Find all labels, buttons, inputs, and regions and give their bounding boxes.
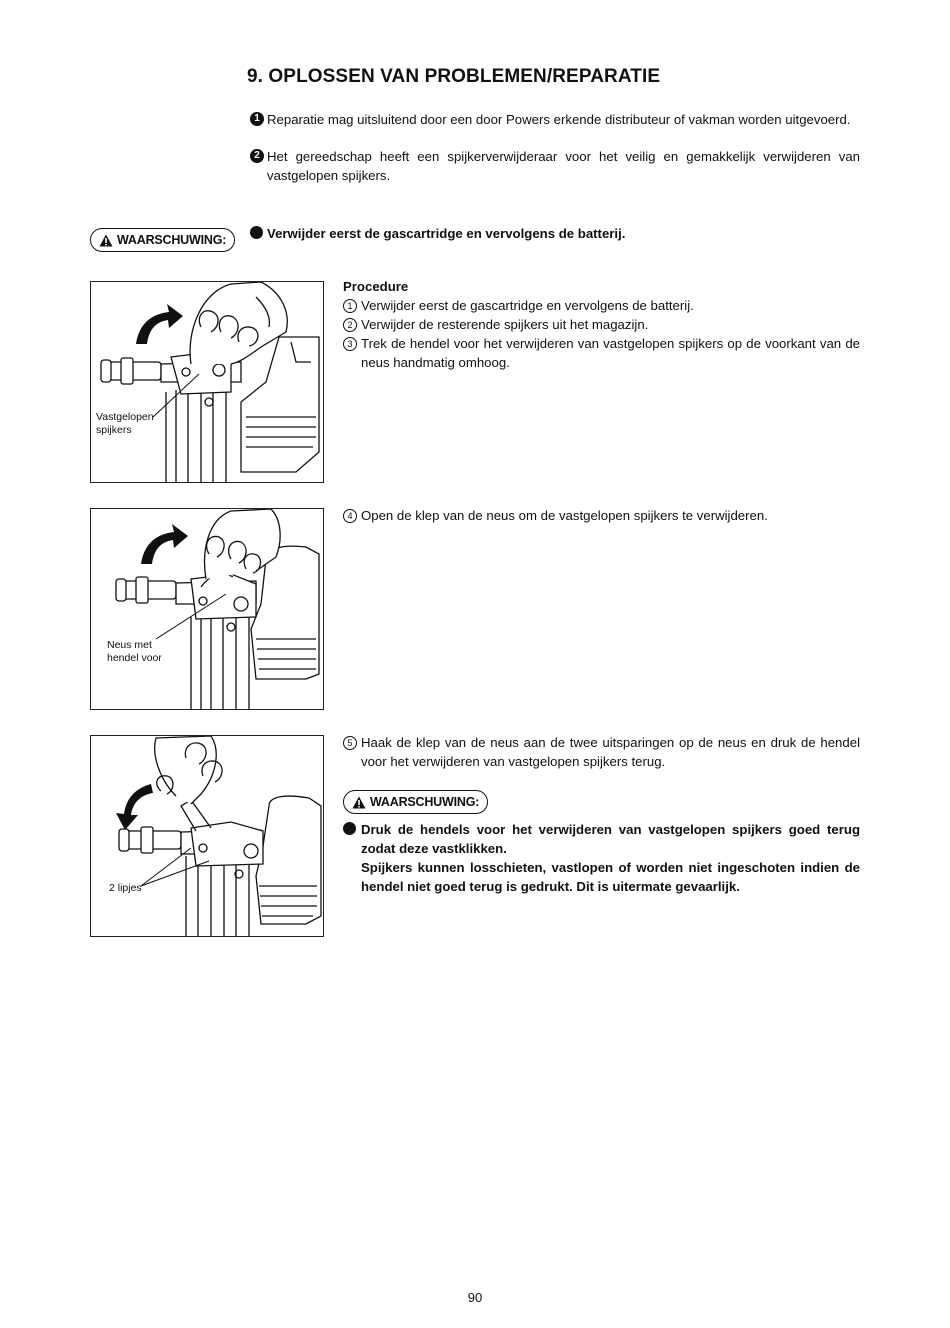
bullet-dot-icon <box>343 822 356 835</box>
step-text: Verwijder eerst de gascartridge en vervolgens de batterij. <box>361 298 694 313</box>
figure-label: Neus met hendel voor <box>107 639 162 664</box>
procedure-heading: Procedure <box>343 279 409 294</box>
nailer-illustration-1 <box>91 282 324 483</box>
warning-badge-label: WAARSCHUWING: <box>370 795 480 809</box>
intro-item-1 <box>250 110 860 129</box>
warning-text: Verwijder eerst de gascartridge en vervolgens de batterij. <box>267 226 626 241</box>
step-text: Verwijder de resterende spijkers uit het magazijn. <box>361 317 649 332</box>
intro-item-2 <box>250 147 860 185</box>
circled-number: 2 <box>343 318 357 332</box>
procedure-step-4 <box>343 506 860 525</box>
number-marker-1: 1 <box>250 112 264 126</box>
bullet-dot-icon <box>250 226 263 239</box>
figure-2-illustration <box>90 508 324 710</box>
intro-item-text: Het gereedschap heeft een spijkerverwijderaar voor het veilig en gemakkelijk verwijderen van vastgelopen spijkers. <box>267 149 860 183</box>
warning-text-1 <box>250 224 860 243</box>
step-text: Haak de klep van de neus aan de twee uitsparingen op de neus en druk de hendel voor het verwijderen van vastgelopen spijkers terug. <box>361 735 860 769</box>
procedure-step-3 <box>343 334 860 372</box>
nailer-illustration-3 <box>91 736 324 937</box>
circled-number: 1 <box>343 299 357 313</box>
warning-line-2: Spijkers kunnen losschieten, vastlopen of worden niet ingeschoten indien de hendel niet goed terug is gedrukt. Dit is uitermate gevaarlijk. <box>361 860 860 894</box>
intro-item-text: Reparatie mag uitsluitend door een door Powers erkende distributeur of vakman worden uitgevoerd. <box>267 112 851 127</box>
figure-3-illustration <box>90 735 324 937</box>
circled-number: 3 <box>343 337 357 351</box>
warning-text-2 <box>343 820 860 896</box>
section-title: 9. OPLOSSEN VAN PROBLEMEN/REPARATIE <box>247 66 661 87</box>
warning-badge-label: WAARSCHUWING: <box>117 233 227 247</box>
step-text: Open de klep van de neus om de vastgelopen spijkers te verwijderen. <box>361 508 768 523</box>
figure-label: 2 lipjes <box>109 882 142 894</box>
nailer-illustration-2 <box>91 509 324 710</box>
warning-triangle-icon <box>352 796 366 809</box>
figure-1-illustration <box>90 281 324 483</box>
page-number: 90 <box>467 1290 483 1305</box>
warning-badge-2 <box>343 790 488 814</box>
figure-label: Vastgelopen spijkers <box>96 411 154 436</box>
procedure-step-5 <box>343 733 860 771</box>
procedure-step-1 <box>343 296 860 315</box>
procedure-step-2 <box>343 315 860 334</box>
circled-number: 5 <box>343 736 357 750</box>
warning-line-1: Druk de hendels voor het verwijderen van vastgelopen spijkers goed terug zodat deze vastklikken. <box>361 822 860 856</box>
warning-triangle-icon <box>99 234 113 247</box>
warning-badge-1 <box>90 228 235 252</box>
number-marker-2: 2 <box>250 149 264 163</box>
step-text: Trek de hendel voor het verwijderen van vastgelopen spijkers op de voorkant van de neus handmatig omhoog. <box>361 336 860 370</box>
circled-number: 4 <box>343 509 357 523</box>
